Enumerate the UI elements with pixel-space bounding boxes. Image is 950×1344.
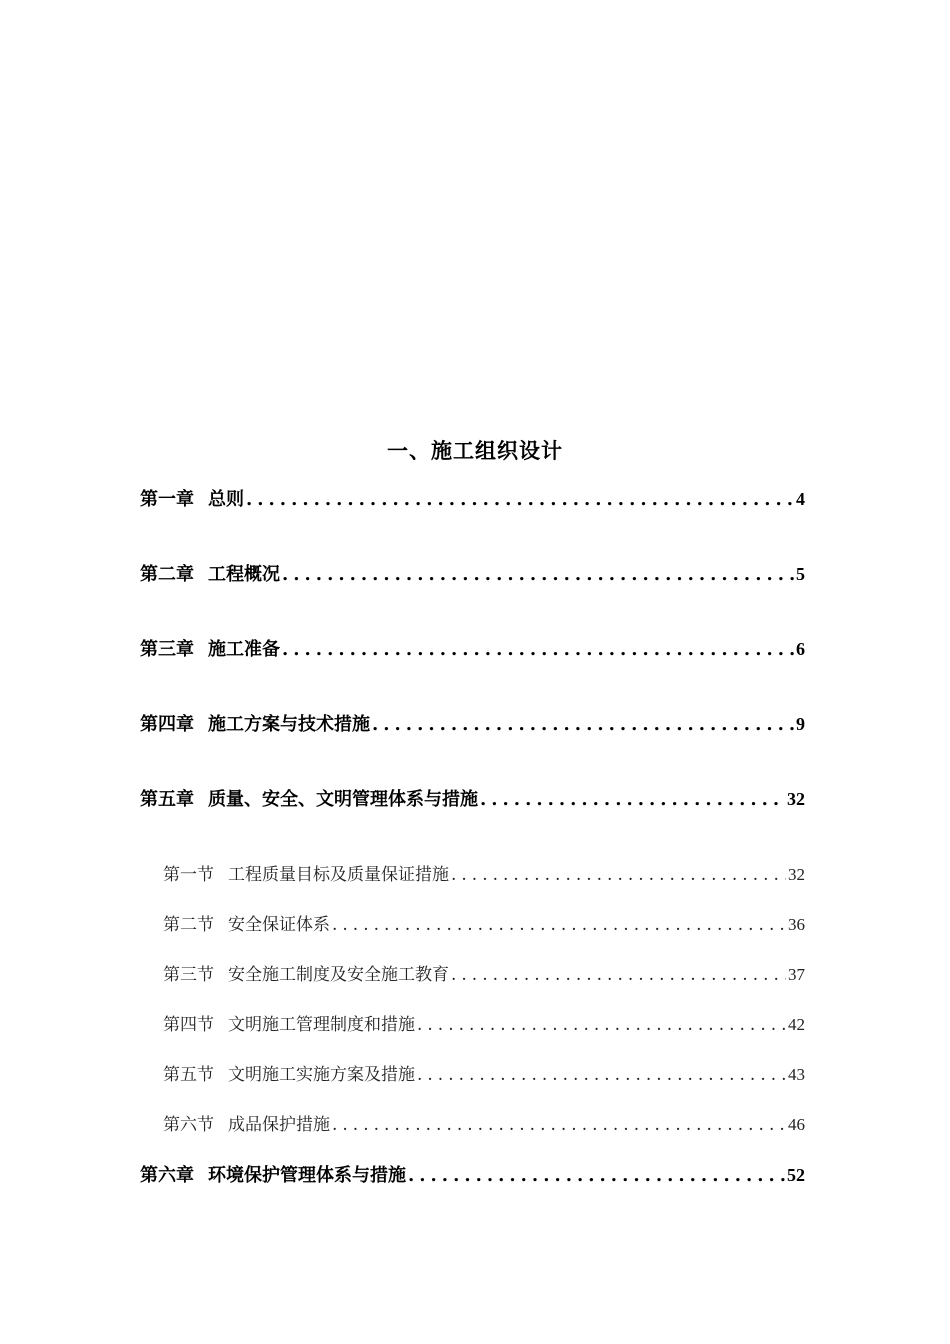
toc-dot-leader	[330, 1111, 786, 1139]
toc-section-number: 第三节	[163, 965, 214, 985]
toc-section-title: 工程质量目标及质量保证措施	[228, 865, 449, 885]
toc-page-number: 5	[796, 564, 805, 584]
toc-dot-leader	[244, 486, 794, 514]
toc-entry-section-2[interactable]	[163, 911, 805, 939]
toc-page-number: 42	[788, 1015, 805, 1034]
toc-chapter-number: 第五章	[140, 789, 194, 810]
toc-entry-chapter-3[interactable]	[140, 635, 805, 664]
toc-dot-leader	[280, 636, 794, 664]
toc-section-title: 文明施工实施方案及措施	[228, 1065, 415, 1085]
toc-entry-section-6[interactable]	[163, 1111, 805, 1139]
toc-page-number: 6	[796, 639, 805, 659]
toc-section-number: 第五节	[163, 1065, 214, 1085]
toc-chapter-number: 第三章	[140, 639, 194, 660]
toc-dot-leader	[280, 561, 794, 589]
toc-dot-leader	[330, 911, 786, 939]
toc-section-number: 第四节	[163, 1015, 214, 1035]
toc-chapter-title: 工程概况	[208, 564, 280, 585]
toc-dot-leader	[415, 1011, 786, 1039]
toc-dot-leader	[449, 961, 786, 989]
toc-dot-leader	[406, 1162, 785, 1190]
toc-page-number: 4	[796, 489, 805, 509]
toc-chapter-title: 施工方案与技术措施	[208, 714, 370, 735]
toc-chapter-number: 第四章	[140, 714, 194, 735]
toc-entry-chapter-1[interactable]	[140, 485, 805, 514]
toc-dot-leader	[478, 786, 785, 814]
toc-page-number: 43	[788, 1065, 805, 1084]
toc-chapter-number: 第一章	[140, 489, 194, 510]
toc-page-number: 32	[788, 865, 805, 884]
toc-entry-chapter-4[interactable]	[140, 710, 805, 739]
toc-entry-chapter-2[interactable]	[140, 560, 805, 589]
toc-page-number: 37	[788, 965, 805, 984]
toc-chapter-title: 总则	[208, 489, 244, 510]
toc-entry-section-3[interactable]	[163, 961, 805, 989]
toc-section-title: 成品保护措施	[228, 1115, 330, 1135]
toc-entry-section-4[interactable]	[163, 1011, 805, 1039]
toc-section-title: 安全保证体系	[228, 915, 330, 935]
page-title: 一、施工组织设计	[387, 438, 563, 463]
toc-section-number: 第二节	[163, 915, 214, 935]
toc-entry-chapter-6[interactable]	[140, 1161, 805, 1190]
toc-chapter-number: 第二章	[140, 564, 194, 585]
toc-dot-leader	[370, 711, 794, 739]
toc-chapter-title: 环境保护管理体系与措施	[208, 1165, 406, 1186]
toc-section-number: 第六节	[163, 1115, 214, 1135]
toc-chapter-title: 施工准备	[208, 639, 280, 660]
toc-section-number: 第一节	[163, 865, 214, 885]
toc-section-title: 安全施工制度及安全施工教育	[228, 965, 449, 985]
toc-section-title: 文明施工管理制度和措施	[228, 1015, 415, 1035]
toc-entry-section-1[interactable]	[163, 861, 805, 889]
toc-page-number: 9	[796, 714, 805, 734]
toc-entry-chapter-5[interactable]	[140, 785, 805, 814]
toc-dot-leader	[449, 861, 786, 889]
toc-page-number: 52	[787, 1165, 805, 1185]
toc-page-number: 46	[788, 1115, 805, 1134]
toc-dot-leader	[415, 1061, 786, 1089]
toc-entry-section-5[interactable]	[163, 1061, 805, 1089]
toc-page-number: 36	[788, 915, 805, 934]
toc-chapter-number: 第六章	[140, 1165, 194, 1186]
toc-page-number: 32	[787, 789, 805, 809]
toc-chapter-title: 质量、安全、文明管理体系与措施	[208, 789, 478, 810]
